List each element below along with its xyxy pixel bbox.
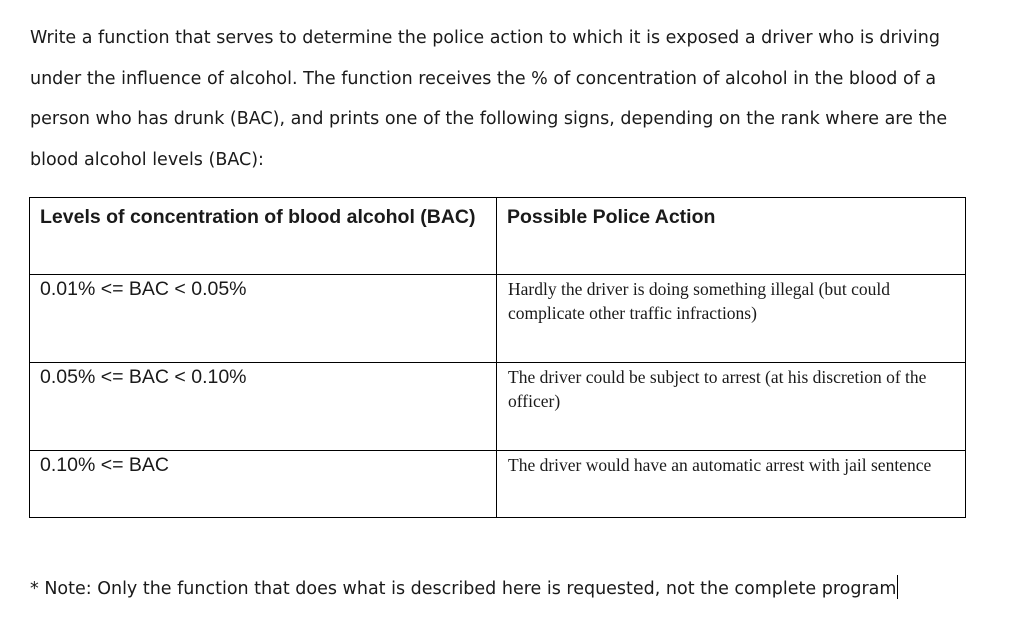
table-row [30,363,966,451]
note-text: * Note: Only the function that does what is described here is requested, not the complete program [30,579,897,599]
bac-range-text: 0.10% <= BAC [40,454,169,476]
header-bac-levels [30,198,497,275]
intro-paragraph [30,18,975,180]
bac-table [29,197,966,518]
police-action-text: The driver would have an automatic arrest with jail sentence [508,455,932,475]
police-action-text: The driver could be subject to arrest (at his discretion of the officer) [508,367,927,411]
table-row [30,275,966,363]
intro-line: blood alcohol levels (BAC): [30,149,264,170]
bac-range-text: 0.01% <= BAC < 0.05% [40,278,247,300]
header-label: Levels of concentration of blood alcohol (BAC) [40,206,476,228]
text-cursor [897,575,898,599]
header-police-action [497,198,966,275]
intro-line: person who has drunk (BAC), and prints one of the following signs, depending on the rank where are the [30,109,948,129]
table-header-row [30,198,966,275]
bac-range-text: 0.05% <= BAC < 0.10% [40,366,247,388]
note-paragraph [30,574,898,604]
intro-line: under the influence of alcohol. The function receives the % of concentration of alcohol in the blood of a [30,68,937,89]
bac-range-cell [30,451,497,518]
bac-range-cell [30,363,497,451]
bac-range-cell [30,275,497,363]
table-row [30,451,966,518]
police-action-cell [497,275,966,363]
police-action-text: Hardly the driver is doing something illegal (but could complicate other traffic infractions) [508,279,891,323]
intro-line: Write a function that serves to determine the police action to which it is exposed a driver who is driving [30,28,940,48]
police-action-cell [497,451,966,518]
police-action-cell [497,363,966,451]
header-label: Possible Police Action [507,206,716,228]
